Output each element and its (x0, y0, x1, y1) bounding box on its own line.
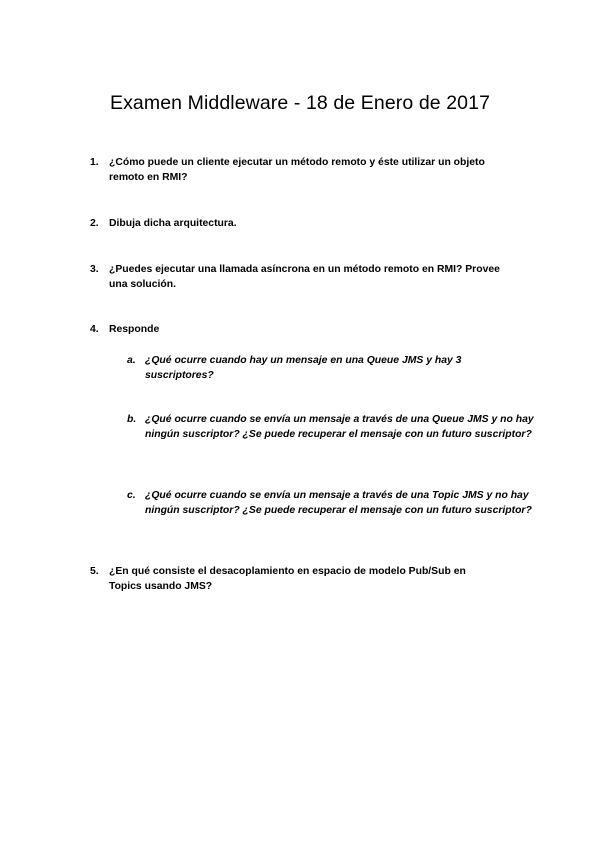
question-3 (90, 262, 520, 292)
question-2 (90, 216, 520, 231)
subquestion-text: ¿Qué ocurre cuando hay un mensaje en una Queue JMS y hay 3 suscriptores? (145, 355, 462, 381)
question-number: 5. (90, 566, 99, 577)
subquestion-c (127, 488, 537, 518)
question-number: 4. (90, 324, 99, 335)
subquestion-letter: c. (127, 490, 136, 501)
question-number: 1. (90, 157, 99, 168)
question-4 (90, 322, 520, 337)
subquestion-letter: b. (127, 414, 137, 425)
question-number: 2. (90, 218, 99, 229)
question-text: ¿Puedes ejecutar una llamada asíncrona en un método remoto en RMI? Provee una solución. (109, 264, 500, 290)
question-1 (90, 155, 520, 185)
subquestion-a (127, 353, 507, 383)
subquestion-b (127, 412, 537, 442)
page-title: Examen Middleware - 18 de Enero de 2017 (109, 92, 491, 114)
question-text: ¿Cómo puede un cliente ejecutar un método remoto y éste utilizar un objeto remoto en RMI? (109, 157, 485, 183)
subquestion-text: ¿Qué ocurre cuando se envía un mensaje a través de una Queue JMS y no hay ningún suscriptor? ¿Se puede recuperar el mensaje con un futuro suscriptor? (145, 414, 534, 440)
subquestion-letter: a. (127, 355, 136, 366)
question-text: ¿En qué consiste el desacoplamiento en espacio de modelo Pub/Sub en Topics usando JMS? (109, 566, 466, 592)
question-text: Dibuja dicha arquitectura. (109, 218, 237, 229)
subquestion-text: ¿Qué ocurre cuando se envía un mensaje a través de una Topic JMS y no hay ningún suscriptor? ¿Se puede recuperar el mensaje con un futuro suscriptor? (145, 490, 532, 516)
question-5 (90, 564, 500, 594)
question-number: 3. (90, 264, 99, 275)
question-text: Responde (109, 324, 160, 335)
